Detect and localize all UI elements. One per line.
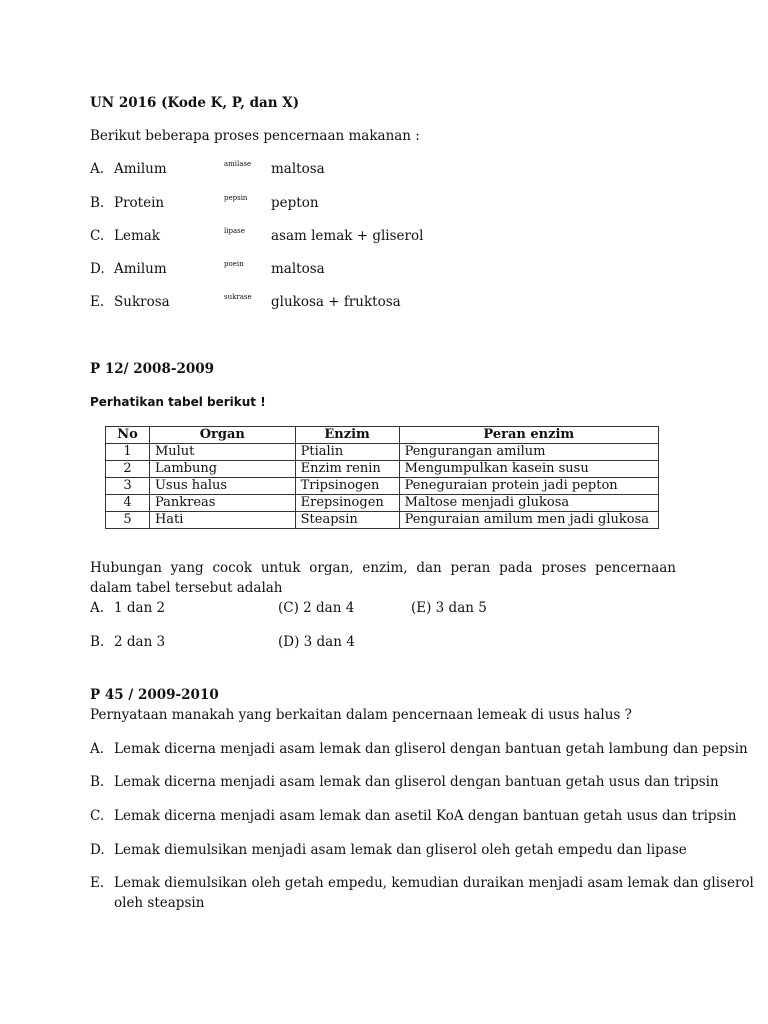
- cell-enzim: Enzim renin: [295, 461, 399, 478]
- substrate: Amilum: [114, 161, 167, 177]
- q2-answer-a-text: 1 dan 2: [114, 600, 166, 616]
- header-enzim: Enzim: [295, 427, 399, 444]
- q2-prompt: Perhatikan tabel berikut !: [90, 395, 266, 409]
- option-letter: B.: [90, 195, 105, 211]
- cell-no: 3: [106, 478, 150, 495]
- table-row: [106, 461, 659, 478]
- table-row: [106, 495, 659, 512]
- enzyme-label: poein: [224, 260, 244, 268]
- enzyme-table: [105, 426, 659, 529]
- cell-enzim: Ptialin: [295, 444, 399, 461]
- substrate: Lemak: [114, 228, 160, 244]
- q2-answer-c: (C) 2 dan 4: [278, 600, 355, 616]
- option-text: Lemak diemulsikan menjadi asam lemak dan gliserol oleh getah empedu dan lipase: [114, 842, 687, 858]
- option-letter: C.: [90, 228, 105, 244]
- cell-organ: Mulut: [149, 444, 295, 461]
- cell-no: 4: [106, 495, 150, 512]
- table-row: [106, 478, 659, 495]
- cell-enzim: Tripsinogen: [295, 478, 399, 495]
- option-letter: C.: [90, 808, 105, 824]
- q2-question: Hubungan yang cocok untuk organ, enzim, dan peran pada proses pencernaan dalam tabel tersebut adalah: [90, 560, 676, 596]
- cell-no: 5: [106, 512, 150, 529]
- q2-answer-a-letter: A.: [90, 600, 105, 616]
- cell-enzim: Erepsinogen: [295, 495, 399, 512]
- option-text: Lemak diemulsikan oleh getah empedu, kemudian duraikan menjadi asam lemak dan gliserol: [114, 875, 754, 891]
- q1-heading: UN 2016 (Kode K, P, dan X): [90, 95, 300, 111]
- enzyme-label: lipase: [224, 227, 245, 235]
- option-letter: D.: [90, 842, 105, 858]
- option-letter: E.: [90, 294, 105, 310]
- option-letter: A.: [90, 161, 105, 177]
- header-no: No: [106, 427, 150, 444]
- substrate: Amilum: [114, 261, 167, 277]
- q2-heading: P 12/ 2008-2009: [90, 361, 215, 377]
- option-letter: E.: [90, 875, 105, 891]
- q3-question: Pernyataan manakah yang berkaitan dalam pencernaan lemeak di usus halus ?: [90, 707, 632, 723]
- enzyme-label: pepsin: [224, 194, 248, 202]
- cell-peran: Penguraian amilum men jadi glukosa: [399, 512, 658, 529]
- q3-heading: P 45 / 2009-2010: [90, 687, 219, 703]
- option-letter: A.: [90, 741, 105, 757]
- product: pepton: [271, 195, 319, 211]
- enzyme-label: sukrase: [224, 293, 252, 301]
- cell-peran: Mengumpulkan kasein susu: [399, 461, 658, 478]
- cell-organ: Hati: [149, 512, 295, 529]
- cell-enzim: Steapsin: [295, 512, 399, 529]
- cell-peran: Maltose menjadi glukosa: [399, 495, 658, 512]
- option-text: Lemak dicerna menjadi asam lemak dan gliserol dengan bantuan getah usus dan tripsin: [114, 774, 719, 790]
- cell-peran: Peneguraian protein jadi pepton: [399, 478, 658, 495]
- header-peran: Peran enzim: [399, 427, 658, 444]
- product: asam lemak + gliserol: [271, 228, 424, 244]
- enzyme-label: amilase: [224, 160, 252, 168]
- q2-answer-d: (D) 3 dan 4: [278, 634, 355, 650]
- product: maltosa: [271, 261, 325, 277]
- table-row: [106, 444, 659, 461]
- option-letter: D.: [90, 261, 105, 277]
- cell-organ: Usus halus: [149, 478, 295, 495]
- substrate: Sukrosa: [114, 294, 170, 310]
- substrate: Protein: [114, 195, 165, 211]
- q1-prompt: Berikut beberapa proses pencernaan makanan :: [90, 128, 420, 144]
- q2-answer-b-letter: B.: [90, 634, 105, 650]
- product: glukosa + fruktosa: [271, 294, 401, 310]
- option-text-continuation: oleh steapsin: [114, 895, 205, 911]
- option-letter: B.: [90, 774, 105, 790]
- header-organ: Organ: [149, 427, 295, 444]
- cell-peran: Pengurangan amilum: [399, 444, 658, 461]
- table-header-row: [106, 427, 659, 444]
- cell-no: 1: [106, 444, 150, 461]
- option-text: Lemak dicerna menjadi asam lemak dan asetil KoA dengan bantuan getah usus dan tripsin: [114, 808, 737, 824]
- option-text: Lemak dicerna menjadi asam lemak dan gliserol dengan bantuan getah lambung dan pepsin: [114, 741, 748, 757]
- cell-no: 2: [106, 461, 150, 478]
- table-row: [106, 512, 659, 529]
- q2-answer-e: (E) 3 dan 5: [411, 600, 487, 616]
- product: maltosa: [271, 161, 325, 177]
- cell-organ: Lambung: [149, 461, 295, 478]
- cell-organ: Pankreas: [149, 495, 295, 512]
- q2-answer-b-text: 2 dan 3: [114, 634, 166, 650]
